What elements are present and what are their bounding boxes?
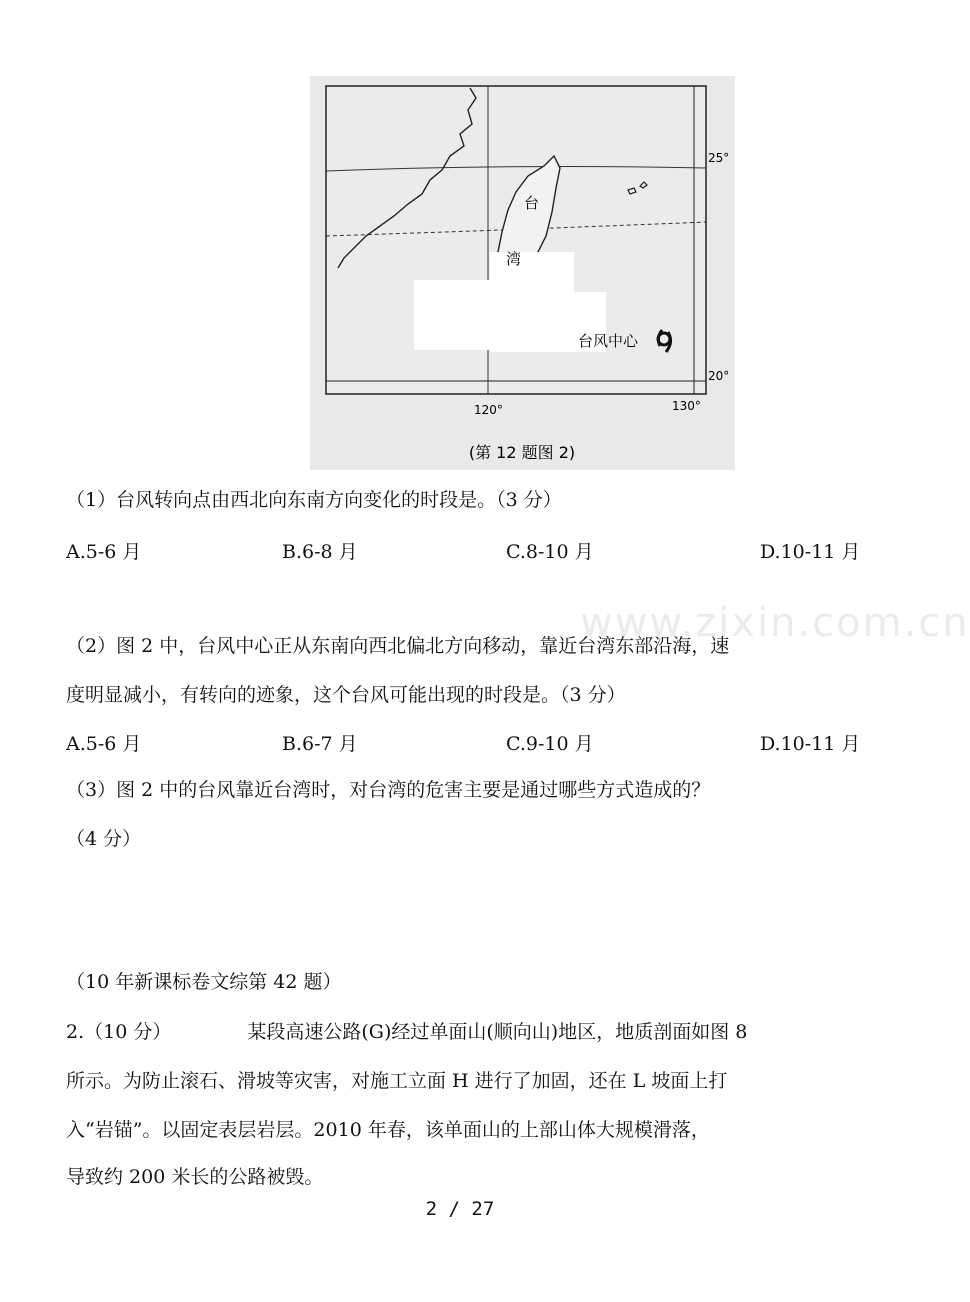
page-number: 2 / 27 xyxy=(425,1198,495,1220)
typhoon-map-figure xyxy=(310,76,735,470)
problem-2-line-3: 入“岩锚”。以固定表层岩层。2010 年春，该单面山的上部山体大规模滑落， xyxy=(66,1119,710,1141)
question-3-line-1: （3）图 2 中的台风靠近台湾时，对台湾的危害主要是通过哪些方式造成的？ xyxy=(66,779,711,801)
q1-option-c: C.8-10 月 xyxy=(506,541,594,563)
question-1-options xyxy=(66,537,866,563)
problem-2-line-1 xyxy=(66,1019,747,1045)
question-2-line-2: 度明显减小，有转向的迹象，这个台风可能出现的时段是。（3 分） xyxy=(66,684,626,706)
typhoon-center-label: 台风中心 xyxy=(578,332,639,350)
lat-20-label: 20° xyxy=(708,369,730,383)
question-1-text: （1）台风转向点由西北向东南方向变化的时段是。（3 分） xyxy=(66,489,562,511)
lat-25-label: 25° xyxy=(708,151,730,165)
map-svg xyxy=(310,76,735,470)
q1-option-b: B.6-8 月 xyxy=(282,541,358,563)
q1-option-d: D.10-11 月 xyxy=(760,541,861,563)
q2-option-a: A.5-6 月 xyxy=(66,733,142,755)
q2-option-c: C.9-10 月 xyxy=(506,733,594,755)
redaction-box-1 xyxy=(414,280,494,350)
figure-caption: (第 12 题图 2) xyxy=(468,443,576,462)
island-label-wan: 湾 xyxy=(506,250,522,268)
q2-option-b: B.6-7 月 xyxy=(282,733,358,755)
problem-2-intro: 某段高速公路(G)经过单面山(顺向山)地区，地质剖面如图 8 xyxy=(247,1021,748,1043)
question-2-options xyxy=(66,729,866,755)
source-note: （10 年新课标卷文综第 42 题） xyxy=(66,971,342,993)
problem-2-line-2: 所示。为防止滚石、滑坡等灾害，对施工立面 H 进行了加固，还在 L 坡面上打 xyxy=(66,1070,728,1092)
island-label-tai: 台 xyxy=(524,194,540,212)
lon-130-label: 130° xyxy=(672,399,701,413)
q1-option-a: A.5-6 月 xyxy=(66,541,142,563)
problem-2-line-4: 导致约 200 米长的公路被毁。 xyxy=(66,1166,324,1188)
lon-120-label: 120° xyxy=(474,403,503,417)
q2-option-d: D.10-11 月 xyxy=(760,733,861,755)
question-2-line-1: （2）图 2 中，台风中心正从东南向西北偏北方向移动，靠近台湾东部沿海，速 xyxy=(66,635,730,657)
watermark: www.zixin.com.cn xyxy=(580,600,970,646)
question-3-line-2: （4 分） xyxy=(66,828,142,850)
problem-2-number: 2.（10 分） xyxy=(66,1021,172,1043)
redaction-box-2 xyxy=(490,252,574,296)
